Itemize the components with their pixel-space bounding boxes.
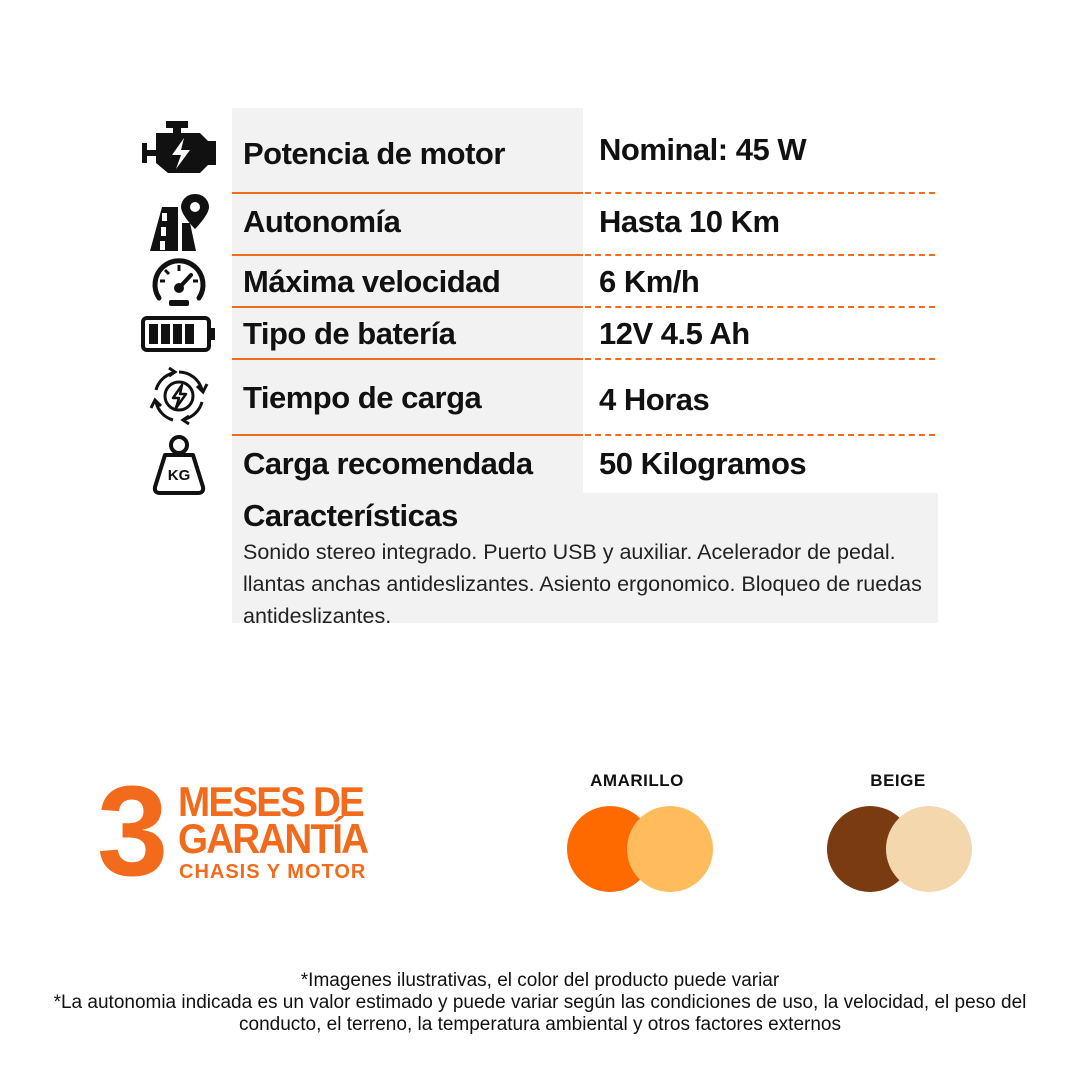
row-divider xyxy=(232,306,583,308)
footnote-autonomy: *La autonomia indicada es un valor estimado y puede variar según las condiciones de uso, la velocidad, el peso del conducto, el terreno, la temperatura ambiental y otros factores externos xyxy=(53,992,1027,1035)
engine-icon xyxy=(138,118,220,180)
spec-label-autonomy: Autonomía xyxy=(243,204,401,239)
spec-value-battery: 12V 4.5 Ah xyxy=(599,316,750,351)
spec-value-charge-time: 4 Horas xyxy=(599,382,710,417)
row-divider xyxy=(232,254,583,256)
color-swatch-secondary xyxy=(886,806,972,892)
spec-value-speed: 6 Km/h xyxy=(599,264,700,299)
color-option-label: AMARILLO xyxy=(590,771,684,790)
charging-cycle-icon xyxy=(138,366,220,426)
warranty-line-guarantee: GARANTÍA xyxy=(178,815,368,862)
spec-label-load: Carga recomendada xyxy=(243,446,533,481)
spec-value-motor: Nominal: 45 W xyxy=(599,132,807,167)
spec-value-load: 50 Kilogramos xyxy=(599,446,807,481)
spec-label-motor: Potencia de motor xyxy=(243,136,505,171)
footnote-illustrative: *Imagenes ilustrativas, el color del producto puede variar xyxy=(300,970,780,991)
spec-label-battery: Tipo de batería xyxy=(243,316,456,351)
row-divider-dashed xyxy=(585,254,935,256)
weight-kg-icon-text: KG xyxy=(167,467,191,484)
spec-label-speed: Máxima velocidad xyxy=(243,264,501,299)
speedometer-icon xyxy=(138,256,220,308)
features-text: Sonido stereo integrado. Puerto USB y auxiliar. Acelerador de pedal. llantas anchas antideslizantes. Asiento ergonomico. Bloqueo de ruedas antideslizantes. xyxy=(243,540,922,628)
battery-icon xyxy=(138,313,220,355)
row-divider-dashed xyxy=(585,358,935,360)
row-divider xyxy=(232,192,583,194)
row-divider-dashed xyxy=(585,192,935,194)
features-title: Características xyxy=(243,498,458,533)
warranty-line-scope: CHASIS Y MOTOR xyxy=(179,861,367,883)
row-divider-dashed xyxy=(585,306,935,308)
color-option-label: BEIGE xyxy=(870,771,926,790)
warranty-line-months: MESES DE xyxy=(178,778,363,825)
row-divider xyxy=(232,434,583,436)
color-swatch-secondary xyxy=(627,806,713,892)
warranty-number: 3 xyxy=(97,760,165,903)
weight-kg-icon xyxy=(138,435,220,495)
row-divider xyxy=(232,358,583,360)
footnotes xyxy=(30,970,1050,1036)
row-divider-dashed xyxy=(585,434,935,436)
spec-label-charge-time: Tiempo de carga xyxy=(243,380,482,415)
spec-value-autonomy: Hasta 10 Km xyxy=(599,204,780,239)
road-location-icon xyxy=(138,193,220,253)
